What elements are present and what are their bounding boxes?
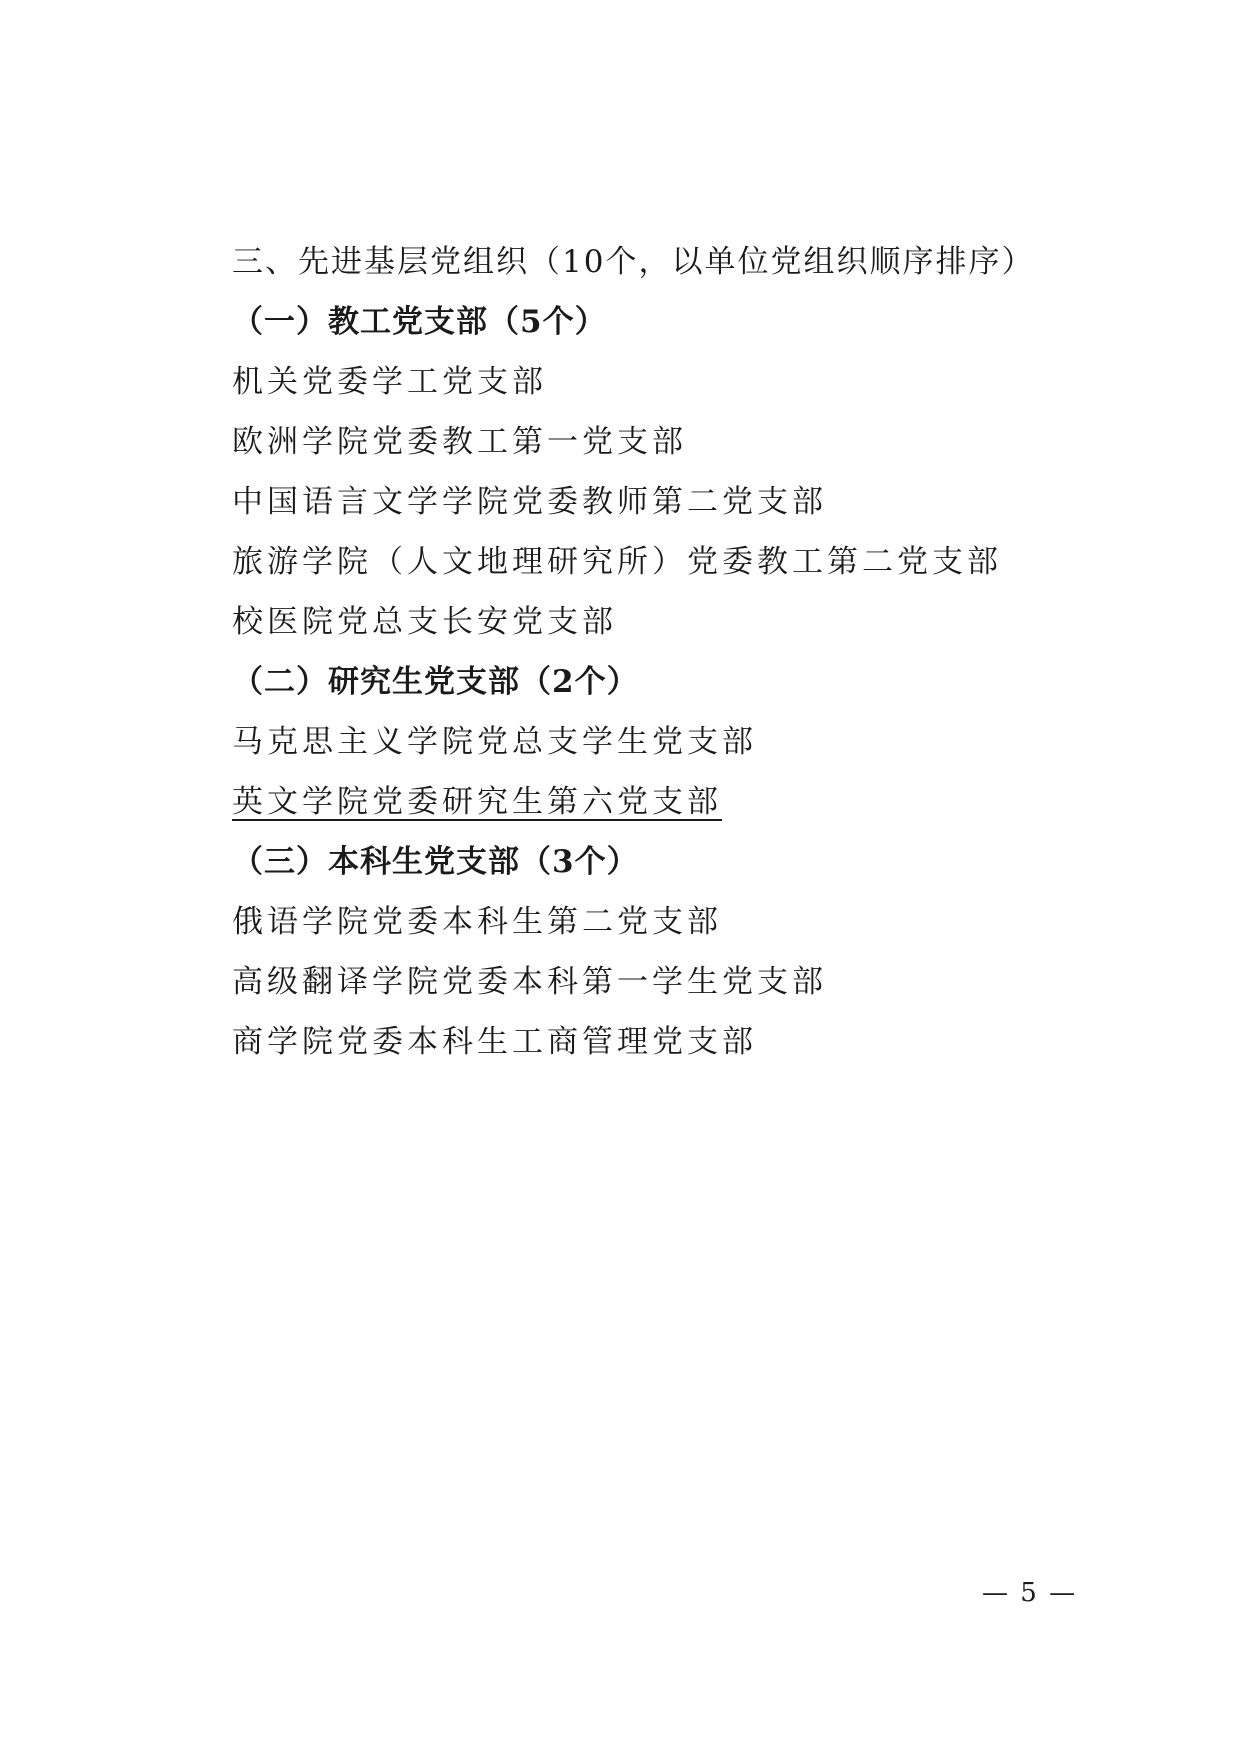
page-number: — 5 — <box>982 1578 1078 1608</box>
list-item: 欧洲学院党委教工第一党支部 <box>232 424 687 460</box>
section-title: 三、先进基层党组织（10个，以单位党组织顺序排序） <box>232 244 1035 280</box>
list-item: 旅游学院（人文地理研究所）党委教工第二党支部 <box>232 544 1002 580</box>
document-content <box>232 232 1132 1072</box>
subsection-heading-undergraduate: （三）本科生党支部（3个） <box>232 844 639 880</box>
list-item: 机关党委学工党支部 <box>232 364 547 400</box>
list-item: 校医院党总支长安党支部 <box>232 604 617 640</box>
list-item: 马克思主义学院党总支学生党支部 <box>232 724 757 760</box>
list-item: 商学院党委本科生工商管理党支部 <box>232 1024 757 1060</box>
list-item: 俄语学院党委本科生第二党支部 <box>232 904 722 940</box>
list-item: 中国语言文学学院党委教师第二党支部 <box>232 484 827 520</box>
subsection-heading-graduate: （二）研究生党支部（2个） <box>232 664 639 700</box>
list-item-underlined: 英文学院党委研究生第六党支部 <box>232 784 722 820</box>
subsection-heading-faculty: （一）教工党支部（5个） <box>232 304 607 340</box>
list-item: 高级翻译学院党委本科第一学生党支部 <box>232 964 827 1000</box>
